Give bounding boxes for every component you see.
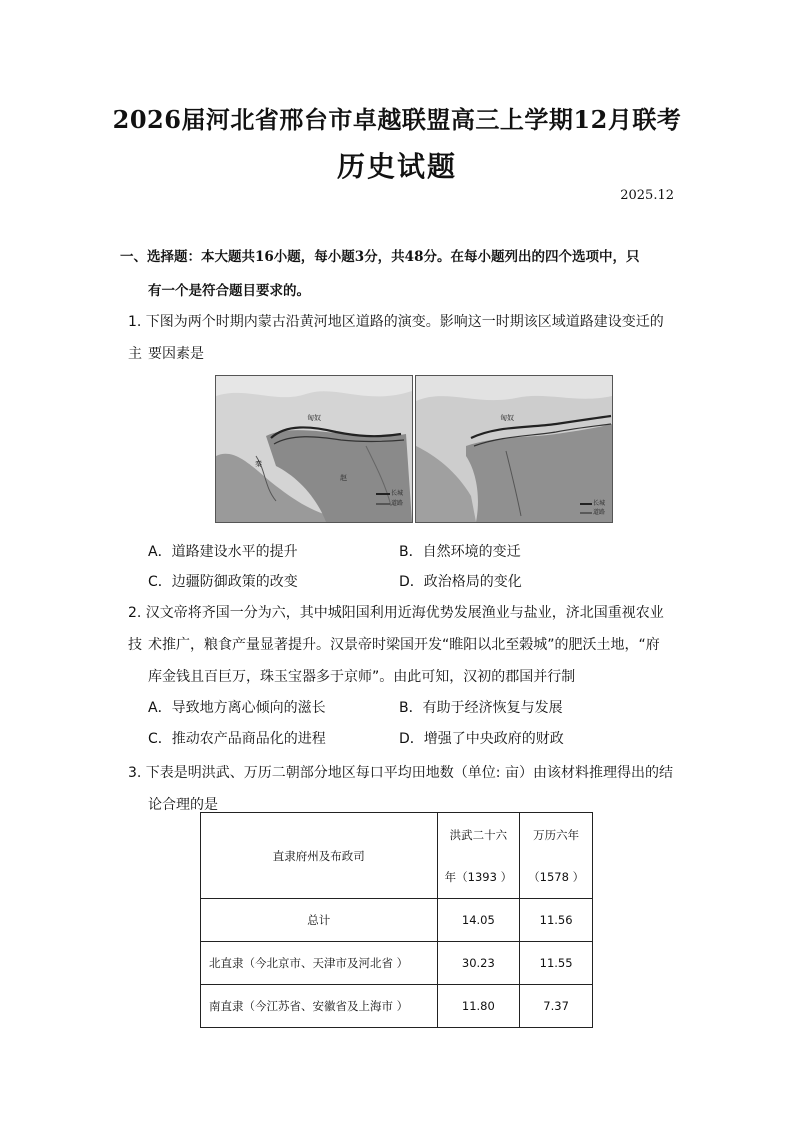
map-right bbox=[415, 375, 613, 523]
q2-option-a[interactable]: A．导致地方离心倾向的滋长 bbox=[148, 700, 326, 716]
table-header-hongwu bbox=[437, 813, 520, 899]
table-header-region: 直隶府州及布政司 bbox=[201, 813, 438, 899]
table-cell-wanli: 11.56 bbox=[520, 899, 593, 942]
table-header-hongwu-line1: 洪武二十六 bbox=[449, 827, 508, 842]
map-left-label-zhao: 赵 bbox=[340, 474, 347, 482]
map-left-legend-road: 道路 bbox=[391, 500, 404, 507]
q3-stem-line1: 3. 下表是明洪武、万历二朝部分地区每口平均田地数（单位: 亩）由该材料推理得出的结 bbox=[128, 765, 673, 781]
q2-stem-line2: 术推广，粮食产量显著提升。汉景帝时梁国开发“睢阳以北至榖城”的肥沃土地，“府 bbox=[148, 637, 660, 653]
table-header-wanli bbox=[520, 813, 593, 899]
map-right-legend-wall: 长城 bbox=[593, 500, 606, 507]
table-cell-wanli: 11.55 bbox=[520, 942, 593, 985]
exam-title: 2026届河北省邢台市卓越联盟高三上学期12月联考 bbox=[112, 105, 682, 134]
section-heading-line1: 一、选择题：本大题共16小题，每小题3分，共48分。在每小题列出的四个选项中，只 bbox=[120, 249, 640, 265]
q2-stem-line3: 库金钱且百巨万，珠玉宝器多于京师”。由此可知，汉初的郡国并行制 bbox=[148, 669, 576, 685]
table-cell-region: 南直隶（今江苏省、安徽省及上海市 ） bbox=[201, 985, 438, 1028]
exam-date: 2025.12 bbox=[620, 188, 674, 203]
q1-option-a[interactable]: A．道路建设水平的提升 bbox=[148, 544, 298, 560]
table-cell-region: 总计 bbox=[201, 899, 438, 942]
q1-option-c[interactable]: C．边疆防御政策的改变 bbox=[148, 574, 298, 590]
q3-data-table bbox=[200, 812, 593, 1028]
table-header-wanli-line1: 万历六年 bbox=[533, 827, 580, 842]
q2-option-b[interactable]: B．有助于经济恢复与发展 bbox=[399, 700, 563, 716]
table-cell-hongwu: 30.23 bbox=[437, 942, 520, 985]
q2-option-c[interactable]: C．推动农产品商品化的进程 bbox=[148, 731, 326, 747]
map-left-label-qin: 秦 bbox=[255, 460, 262, 468]
table-header-wanli-line2: （1578 ） bbox=[528, 869, 585, 884]
q1-option-d[interactable]: D．政治格局的变化 bbox=[399, 574, 522, 590]
q2-option-d[interactable]: D．增强了中央政府的财政 bbox=[399, 731, 564, 747]
map-right-label-xiongnu: 匈奴 bbox=[500, 414, 514, 422]
map-right-legend-road: 道路 bbox=[593, 509, 606, 516]
exam-subject: 历史试题 bbox=[336, 150, 457, 183]
q1-maps bbox=[215, 375, 611, 523]
table-cell-wanli: 7.37 bbox=[520, 985, 593, 1028]
map-left-legend-wall: 长城 bbox=[391, 490, 404, 497]
table-cell-hongwu: 11.80 bbox=[437, 985, 520, 1028]
table-cell-region: 北直隶（今北京市、天津市及河北省 ） bbox=[201, 942, 438, 985]
q1-stem-line1: 1. 下图为两个时期内蒙古沿黄河地区道路的演变。影响这一时期该区域道路建设变迁的主 bbox=[128, 314, 664, 362]
table-cell-hongwu: 14.05 bbox=[437, 899, 520, 942]
table-header-hongwu-line2: 年（1393 ） bbox=[444, 869, 513, 884]
q3-stem-line2: 论合理的是 bbox=[148, 797, 218, 813]
section-heading-line2: 有一个是符合题目要求的。 bbox=[148, 283, 310, 299]
q2-stem-line1: 2. 汉文帝将齐国一分为六，其中城阳国利用近海优势发展渔业与盐业，济北国重视农业技 bbox=[128, 605, 664, 653]
map-left-label-xiongnu: 匈奴 bbox=[307, 414, 321, 422]
table-row bbox=[201, 899, 593, 942]
map-left bbox=[215, 375, 413, 523]
table-row bbox=[201, 942, 593, 985]
q1-stem-line2: 要因素是 bbox=[148, 346, 204, 362]
table-row bbox=[201, 985, 593, 1028]
q1-option-b[interactable]: B．自然环境的变迁 bbox=[399, 544, 521, 560]
table-header-row bbox=[201, 813, 593, 899]
